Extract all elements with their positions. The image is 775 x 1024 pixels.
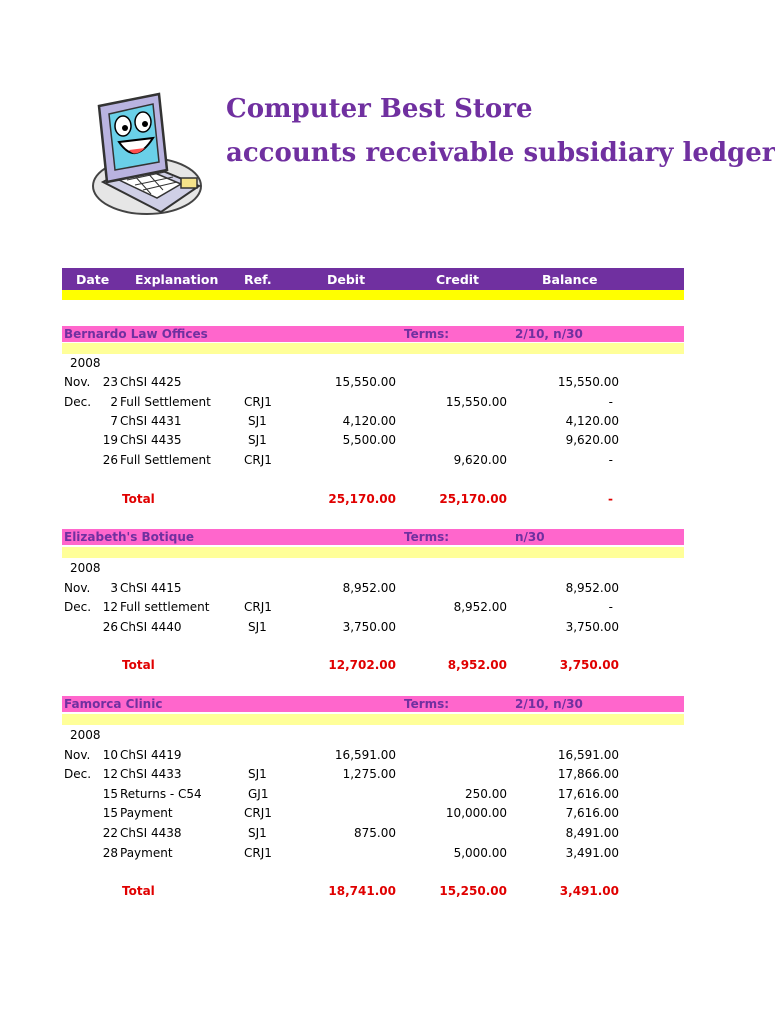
header-highlight-strip xyxy=(62,290,684,300)
col-balance: Balance xyxy=(542,272,598,287)
day: 19 xyxy=(102,433,118,447)
col-debit: Debit xyxy=(327,272,366,287)
total-label: Total xyxy=(122,884,155,898)
balance: 3,491.00 xyxy=(565,846,619,860)
day: 26 xyxy=(102,620,118,634)
balance: 7,616.00 xyxy=(565,806,619,820)
total-balance: 3,750.00 xyxy=(559,658,619,672)
column-header-row xyxy=(62,268,684,290)
ref: CRJ1 xyxy=(244,395,272,409)
ref: CRJ1 xyxy=(244,806,272,820)
credit: 15,550.00 xyxy=(445,395,507,409)
balance: - xyxy=(608,395,613,409)
year: 2008 xyxy=(70,356,101,370)
day: 12 xyxy=(102,767,118,781)
explanation: Returns - C54 xyxy=(120,787,202,801)
balance: 9,620.00 xyxy=(565,433,619,447)
month: Nov. xyxy=(64,375,91,389)
ref: SJ1 xyxy=(248,620,267,634)
account-header xyxy=(62,326,684,342)
total-debit: 18,741.00 xyxy=(328,884,396,898)
explanation: Full Settlement xyxy=(120,453,211,467)
credit: 250.00 xyxy=(465,787,507,801)
total-balance: - xyxy=(608,492,613,506)
month: Dec. xyxy=(64,767,92,781)
ref: CRJ1 xyxy=(244,846,272,860)
month: Dec. xyxy=(64,600,92,614)
explanation: ChSI 4415 xyxy=(120,581,182,595)
terms-value: n/30 xyxy=(515,530,545,544)
total-label: Total xyxy=(122,658,155,672)
balance: 3,750.00 xyxy=(565,620,619,634)
debit: 3,750.00 xyxy=(342,620,396,634)
day: 10 xyxy=(102,748,118,762)
debit: 5,500.00 xyxy=(342,433,396,447)
explanation: ChSI 4431 xyxy=(120,414,182,428)
col-explanation: Explanation xyxy=(135,272,219,287)
day: 15 xyxy=(102,787,118,801)
debit: 4,120.00 xyxy=(342,414,396,428)
ref: SJ1 xyxy=(248,826,267,840)
explanation: ChSI 4433 xyxy=(120,767,182,781)
explanation: ChSI 4435 xyxy=(120,433,182,447)
total-debit: 25,170.00 xyxy=(328,492,396,506)
company-title: Computer Best Store xyxy=(226,94,533,124)
col-credit: Credit xyxy=(436,272,480,287)
computer-mascot-icon xyxy=(89,86,205,222)
balance: - xyxy=(608,600,613,614)
debit: 8,952.00 xyxy=(342,581,396,595)
month: Dec. xyxy=(64,395,92,409)
terms-value: 2/10, n/30 xyxy=(515,697,583,711)
total-credit: 8,952.00 xyxy=(447,658,507,672)
terms-label: Terms: xyxy=(404,327,450,341)
ref: CRJ1 xyxy=(244,453,272,467)
debit: 16,591.00 xyxy=(334,748,396,762)
ref: CRJ1 xyxy=(244,600,272,614)
explanation: ChSI 4438 xyxy=(120,826,182,840)
day: 23 xyxy=(102,375,118,389)
explanation: Payment xyxy=(120,806,173,820)
total-debit: 12,702.00 xyxy=(328,658,396,672)
ref: SJ1 xyxy=(248,414,267,428)
day: 7 xyxy=(110,414,118,428)
balance: 17,866.00 xyxy=(557,767,619,781)
debit: 15,550.00 xyxy=(334,375,396,389)
account-header xyxy=(62,696,684,712)
balance: 4,120.00 xyxy=(565,414,619,428)
day: 15 xyxy=(102,806,118,820)
explanation: Full settlement xyxy=(120,600,210,614)
terms-value: 2/10, n/30 xyxy=(515,327,583,341)
account-name: Famorca Clinic xyxy=(64,697,163,711)
day: 26 xyxy=(102,453,118,467)
year: 2008 xyxy=(70,561,101,575)
account-strip xyxy=(62,547,684,558)
credit: 10,000.00 xyxy=(445,806,507,820)
account-header xyxy=(62,529,684,545)
account-strip xyxy=(62,343,684,354)
explanation: ChSI 4425 xyxy=(120,375,182,389)
ref: SJ1 xyxy=(248,433,267,447)
day: 3 xyxy=(110,581,118,595)
credit: 5,000.00 xyxy=(453,846,507,860)
day: 22 xyxy=(102,826,118,840)
terms-label: Terms: xyxy=(404,697,450,711)
account-name: Bernardo Law Offices xyxy=(64,327,208,341)
credit: 8,952.00 xyxy=(453,600,507,614)
total-label: Total xyxy=(122,492,155,506)
day: 2 xyxy=(110,395,118,409)
explanation: ChSI 4419 xyxy=(120,748,182,762)
explanation: Payment xyxy=(120,846,173,860)
total-credit: 25,170.00 xyxy=(439,492,507,506)
balance: 15,550.00 xyxy=(557,375,619,389)
col-ref: Ref. xyxy=(244,272,272,287)
col-date: Date xyxy=(76,272,110,287)
balance: 17,616.00 xyxy=(557,787,619,801)
debit: 875.00 xyxy=(354,826,396,840)
balance: 16,591.00 xyxy=(557,748,619,762)
explanation: Full Settlement xyxy=(120,395,211,409)
ref: SJ1 xyxy=(248,767,267,781)
total-credit: 15,250.00 xyxy=(439,884,507,898)
balance: 8,952.00 xyxy=(565,581,619,595)
debit: 1,275.00 xyxy=(342,767,396,781)
credit: 9,620.00 xyxy=(453,453,507,467)
terms-label: Terms: xyxy=(404,530,450,544)
day: 12 xyxy=(102,600,118,614)
day: 28 xyxy=(102,846,118,860)
month: Nov. xyxy=(64,748,91,762)
account-strip xyxy=(62,714,684,725)
month: Nov. xyxy=(64,581,91,595)
ref: GJ1 xyxy=(248,787,269,801)
ledger-subtitle: accounts receivable subsidiary ledger xyxy=(226,138,775,168)
balance: 8,491.00 xyxy=(565,826,619,840)
account-name: Elizabeth's Botique xyxy=(64,530,195,544)
total-balance: 3,491.00 xyxy=(559,884,619,898)
balance: - xyxy=(608,453,613,467)
explanation: ChSI 4440 xyxy=(120,620,182,634)
year: 2008 xyxy=(70,728,101,742)
